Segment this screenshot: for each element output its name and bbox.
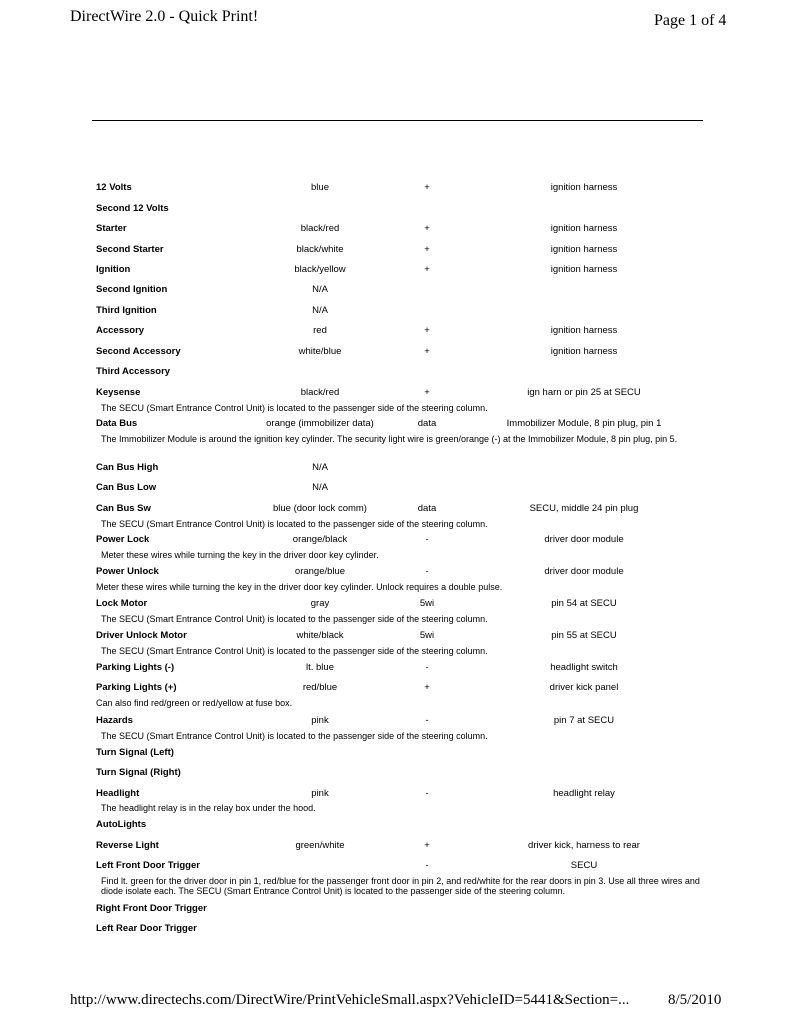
row-note: The SECU (Smart Entrance Control Unit) is located to the passenger side of the steering column.	[101, 519, 488, 529]
row-label: Power Unlock	[96, 566, 159, 577]
print-date: 8/5/2010	[668, 992, 722, 1008]
row-location: driver kick, harness to rear	[528, 840, 640, 851]
row-color: gray	[310, 598, 330, 609]
row-location: pin 54 at SECU	[551, 598, 617, 609]
row-location: ignition harness	[550, 346, 618, 357]
row-polarity: 5wi	[419, 630, 435, 641]
row-label: Can Bus Low	[96, 482, 157, 493]
row-color: N/A	[312, 284, 328, 295]
row-color: white/blue	[298, 346, 342, 357]
row-label: Right Front Door Trigger	[96, 903, 207, 914]
row-color: red/blue	[302, 682, 338, 693]
row-label: Left Rear Door Trigger	[96, 923, 197, 934]
row-note: Can also find red/green or red/yellow at fuse box.	[96, 698, 293, 708]
row-location: driver kick panel	[549, 682, 619, 693]
row-color: blue (door lock comm)	[273, 503, 367, 514]
row-label: Accessory	[96, 325, 145, 336]
row-label: AutoLights	[96, 819, 147, 830]
row-location: SECU	[570, 860, 598, 871]
row-polarity: +	[424, 346, 430, 357]
page-number: Page 1 of 4	[654, 12, 727, 29]
row-label: 12 Volts	[96, 182, 132, 193]
row-color: N/A	[312, 305, 328, 316]
row-location: headlight switch	[550, 662, 618, 673]
row-color: pink	[311, 788, 329, 799]
row-label: Third Accessory	[96, 366, 171, 377]
row-polarity: +	[424, 840, 430, 851]
row-color: pink	[311, 715, 329, 726]
row-location: SECU, middle 24 pin plug	[529, 503, 639, 514]
row-label: Turn Signal (Right)	[96, 767, 181, 778]
row-color: blue	[311, 182, 329, 193]
row-polarity: -	[425, 534, 429, 545]
row-location: driver door module	[544, 566, 624, 577]
row-color: lt. blue	[306, 662, 334, 673]
row-location: headlight relay	[553, 788, 615, 799]
source-url[interactable]: http://www.directechs.com/DirectWire/PrintVehicleSmall.aspx?VehicleID=5441&Section=...	[70, 992, 630, 1008]
document-title: DirectWire 2.0 - Quick Print!	[70, 8, 259, 25]
row-location: ignition harness	[550, 264, 618, 275]
row-polarity: +	[424, 264, 430, 275]
row-color: N/A	[312, 462, 328, 473]
row-label: Hazards	[96, 715, 133, 726]
row-color: orange/blue	[294, 566, 346, 577]
row-color: black/red	[300, 387, 340, 398]
row-note: The SECU (Smart Entrance Control Unit) is located to the passenger side of the steering column.	[101, 646, 488, 656]
row-color: green/white	[295, 840, 345, 851]
row-label: Second Starter	[96, 244, 164, 255]
row-location: ignition harness	[550, 325, 618, 336]
row-note: Find lt. green for the driver door in pin 1, red/blue for the passenger front door in pin 2, and red/white for the rear doors in pin 3. Use all three wires and diode isolate each. The SECU (Smart Entrance Control Unit) is located to the passenger side of the steering column.	[101, 876, 700, 896]
row-polarity: +	[424, 387, 430, 398]
row-label: Second Ignition	[96, 284, 168, 295]
row-label: Second Accessory	[96, 346, 181, 357]
row-polarity: -	[425, 860, 429, 871]
row-note: Meter these wires while turning the key in the driver door key cylinder.	[101, 550, 379, 560]
row-location: ign harn or pin 25 at SECU	[527, 387, 641, 398]
row-label: Headlight	[96, 788, 140, 799]
row-polarity: data	[417, 503, 437, 514]
row-polarity: +	[424, 182, 430, 193]
row-note: The headlight relay is in the relay box under the hood.	[101, 803, 316, 813]
row-polarity: +	[424, 223, 430, 234]
row-label: Reverse Light	[96, 840, 159, 851]
row-color: red	[313, 325, 327, 336]
row-label: Second 12 Volts	[96, 203, 169, 214]
row-polarity: -	[425, 788, 429, 799]
row-color: orange (immobilizer data)	[266, 418, 374, 429]
row-label: Data Bus	[96, 418, 138, 429]
row-location: driver door module	[544, 534, 624, 545]
row-location: pin 7 at SECU	[553, 715, 615, 726]
row-note: Meter these wires while turning the key in the driver door key cylinder. Unlock requires a double pulse.	[96, 582, 503, 592]
row-note: The Immobilizer Module is around the ignition key cylinder. The security light wire is green/orange (-) at the Immobilizer Module, 8 pin plug, pin 5.	[101, 434, 678, 444]
row-label: Parking Lights (-)	[96, 662, 175, 673]
row-color: black/yellow	[294, 264, 346, 275]
row-note: The SECU (Smart Entrance Control Unit) is located to the passenger side of the steering column.	[101, 614, 488, 624]
row-location: ignition harness	[550, 244, 618, 255]
row-polarity: +	[424, 682, 430, 693]
row-label: Keysense	[96, 387, 141, 398]
row-label: Lock Motor	[96, 598, 148, 609]
row-polarity: data	[417, 418, 437, 429]
row-note: The SECU (Smart Entrance Control Unit) is located to the passenger side of the steering column.	[101, 403, 488, 413]
row-location: Immobilizer Module, 8 pin plug, pin 1	[506, 418, 662, 429]
row-location: ignition harness	[550, 182, 618, 193]
row-polarity: -	[425, 715, 429, 726]
row-label: Parking Lights (+)	[96, 682, 177, 693]
row-label: Starter	[96, 223, 127, 234]
row-location: pin 55 at SECU	[551, 630, 617, 641]
row-polarity: -	[425, 662, 429, 673]
row-label: Driver Unlock Motor	[96, 630, 187, 641]
row-polarity: -	[425, 566, 429, 577]
row-color: N/A	[312, 482, 328, 493]
row-polarity: +	[424, 325, 430, 336]
row-polarity: 5wi	[419, 598, 435, 609]
row-label: Power Lock	[96, 534, 150, 545]
row-polarity: +	[424, 244, 430, 255]
row-note: The SECU (Smart Entrance Control Unit) is located to the passenger side of the steering column.	[101, 731, 488, 741]
row-label: Turn Signal (Left)	[96, 747, 174, 758]
row-color: black/white	[296, 244, 344, 255]
row-label: Can Bus High	[96, 462, 159, 473]
row-color: white/black	[296, 630, 344, 641]
row-label: Third Ignition	[96, 305, 157, 316]
row-label: Left Front Door Trigger	[96, 860, 200, 871]
row-color: black/red	[300, 223, 340, 234]
row-label: Ignition	[96, 264, 131, 275]
row-location: ignition harness	[550, 223, 618, 234]
row-color: orange/black	[292, 534, 348, 545]
row-label: Can Bus Sw	[96, 503, 151, 514]
